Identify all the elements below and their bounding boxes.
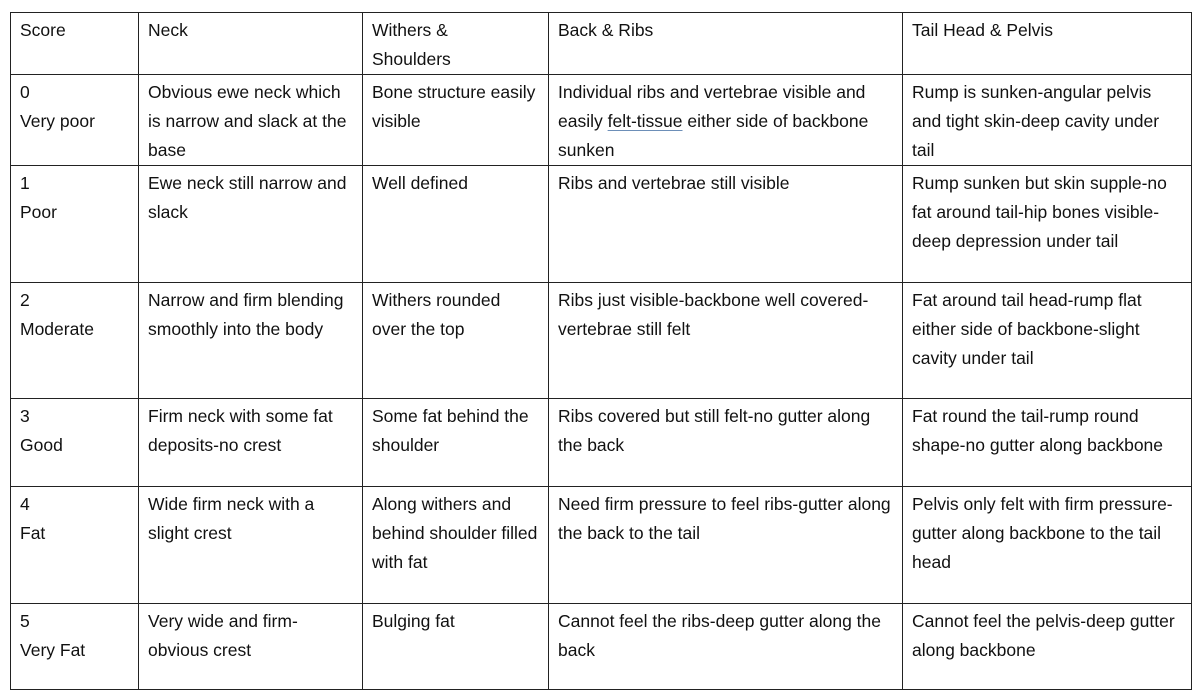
- neck-cell: Narrow and firm blending smoothly into the body: [139, 283, 363, 399]
- back-cell: Ribs covered but still felt-no gutter along the back: [549, 399, 903, 487]
- withers-cell: Bulging fat: [363, 604, 549, 690]
- score-cell: 5 Very Fat: [11, 604, 139, 690]
- tail-cell: Pelvis only felt with firm pressure-gutter along backbone to the tail head: [903, 487, 1192, 604]
- back-cell: Ribs just visible-backbone well covered-vertebrae still felt: [549, 283, 903, 399]
- header-row: [11, 13, 1192, 75]
- score-cell: 0 Very poor: [11, 75, 139, 166]
- tail-cell: Rump is sunken-angular pelvis and tight skin-deep cavity under tail: [903, 75, 1192, 166]
- score-cell: 4 Fat: [11, 487, 139, 604]
- table-row: [11, 399, 1192, 487]
- withers-cell: Well defined: [363, 166, 549, 283]
- table-row: [11, 166, 1192, 283]
- spellcheck-flagged-word: felt-tissue: [607, 111, 683, 131]
- neck-cell: Obvious ewe neck which is narrow and slack at the base: [139, 75, 363, 166]
- neck-cell: Ewe neck still narrow and slack: [139, 166, 363, 283]
- table-row: [11, 487, 1192, 604]
- score-cell: 2 Moderate: [11, 283, 139, 399]
- body-condition-score-table: [10, 12, 1192, 690]
- header-withers: Withers & Shoulders: [363, 13, 549, 75]
- header-back: Back & Ribs: [549, 13, 903, 75]
- table-row: [11, 283, 1192, 399]
- back-cell: Individual ribs and vertebrae visible and easily felt-tissue either side of backbone sunken: [549, 75, 903, 166]
- back-cell: Need firm pressure to feel ribs-gutter along the back to the tail: [549, 487, 903, 604]
- withers-cell: Bone structure easily visible: [363, 75, 549, 166]
- score-cell: 1 Poor: [11, 166, 139, 283]
- tail-cell: Fat around tail head-rump flat either side of backbone-slight cavity under tail: [903, 283, 1192, 399]
- back-cell: Ribs and vertebrae still visible: [549, 166, 903, 283]
- back-cell: Cannot feel the ribs-deep gutter along the back: [549, 604, 903, 690]
- table-row: [11, 75, 1192, 166]
- neck-cell: Wide firm neck with a slight crest: [139, 487, 363, 604]
- neck-cell: Firm neck with some fat deposits-no crest: [139, 399, 363, 487]
- tail-cell: Cannot feel the pelvis-deep gutter along backbone: [903, 604, 1192, 690]
- withers-cell: Some fat behind the shoulder: [363, 399, 549, 487]
- header-tail: Tail Head & Pelvis: [903, 13, 1192, 75]
- score-cell: 3 Good: [11, 399, 139, 487]
- header-neck: Neck: [139, 13, 363, 75]
- withers-cell: Along withers and behind shoulder filled with fat: [363, 487, 549, 604]
- header-score: Score: [11, 13, 139, 75]
- tail-cell: Rump sunken but skin supple-no fat around tail-hip bones visible-deep depression under tail: [903, 166, 1192, 283]
- table-row: [11, 604, 1192, 690]
- withers-cell: Withers rounded over the top: [363, 283, 549, 399]
- tail-cell: Fat round the tail-rump round shape-no gutter along backbone: [903, 399, 1192, 487]
- neck-cell: Very wide and firm-obvious crest: [139, 604, 363, 690]
